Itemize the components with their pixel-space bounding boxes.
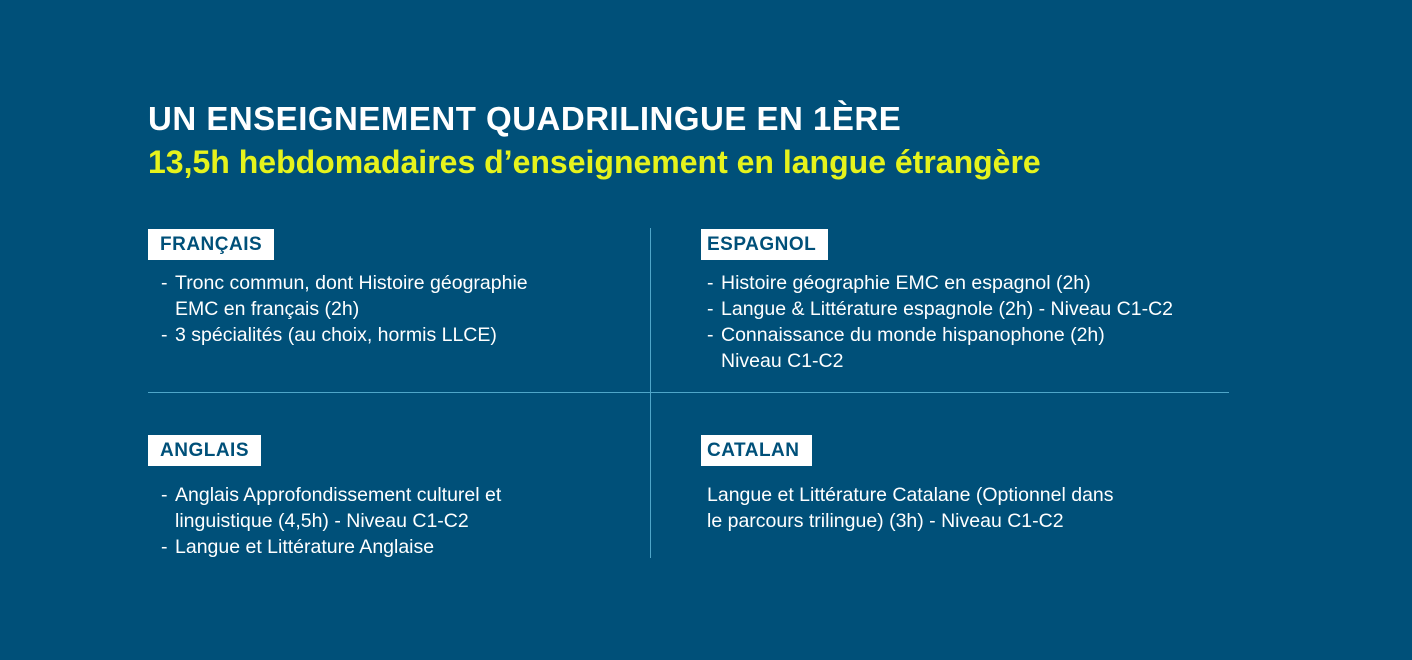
horizontal-divider — [148, 392, 1229, 393]
anglais-list — [148, 482, 501, 560]
list-item-line: EMC en français (2h) — [175, 298, 360, 320]
list-item: - Histoire géographie EMC en espagnol (2h) — [707, 272, 1091, 294]
list-item-line: 3 spécialités (au choix, hormis LLCE) — [175, 324, 497, 346]
page-title: UN ENSEIGNEMENT QUADRILINGUE EN 1ÈRE — [148, 100, 902, 137]
catalan-description — [707, 482, 1114, 534]
section-label-espagnol: ESPAGNOL — [701, 229, 828, 260]
list-item: - Langue et Littérature Anglaise — [161, 536, 435, 558]
page-subtitle: 13,5h hebdomadaires d’enseignement en langue étrangère — [148, 144, 1041, 180]
catalan-line: Langue et Littérature Catalane (Optionnel dans — [707, 484, 1114, 506]
list-item-line: Connaissance du monde hispanophone (2h) — [721, 324, 1105, 346]
section-label-catalan: CATALAN — [701, 435, 812, 466]
section-anglais — [148, 435, 501, 560]
list-item: - Langue & Littérature espagnole (2h) - Niveau C1-C2 — [707, 298, 1174, 320]
list-item: - Tronc commun, dont Histoire géographie EMC en français (2h) — [161, 272, 528, 320]
list-item: - Connaissance du monde hispanophone (2h) Niveau C1-C2 — [707, 324, 1105, 372]
list-item: - 3 spécialités (au choix, hormis LLCE) — [161, 324, 497, 346]
section-label-francais: FRANÇAIS — [148, 229, 274, 260]
list-item-line: Anglais Approfondissement culturel et — [175, 484, 502, 506]
list-item: - Anglais Approfondissement culturel et linguistique (4,5h) - Niveau C1-C2 — [161, 484, 502, 532]
list-item-line: Histoire géographie EMC en espagnol (2h) — [721, 272, 1091, 294]
espagnol-list — [701, 270, 1173, 374]
section-francais — [148, 229, 528, 348]
catalan-line: le parcours trilingue) (3h) - Niveau C1-C2 — [707, 510, 1064, 532]
section-espagnol — [701, 229, 1173, 374]
francais-list — [148, 270, 528, 348]
list-item-line: Langue et Littérature Anglaise — [175, 536, 435, 558]
list-item-line: Tronc commun, dont Histoire géographie — [175, 272, 528, 294]
list-item-line: Langue & Littérature espagnole (2h) - Niveau C1-C2 — [721, 298, 1174, 320]
section-label-anglais: ANGLAIS — [148, 435, 261, 466]
list-item-line: linguistique (4,5h) - Niveau C1-C2 — [175, 510, 469, 532]
list-item-line: Niveau C1-C2 — [721, 350, 844, 372]
section-catalan — [701, 435, 1114, 534]
vertical-divider — [650, 228, 651, 558]
